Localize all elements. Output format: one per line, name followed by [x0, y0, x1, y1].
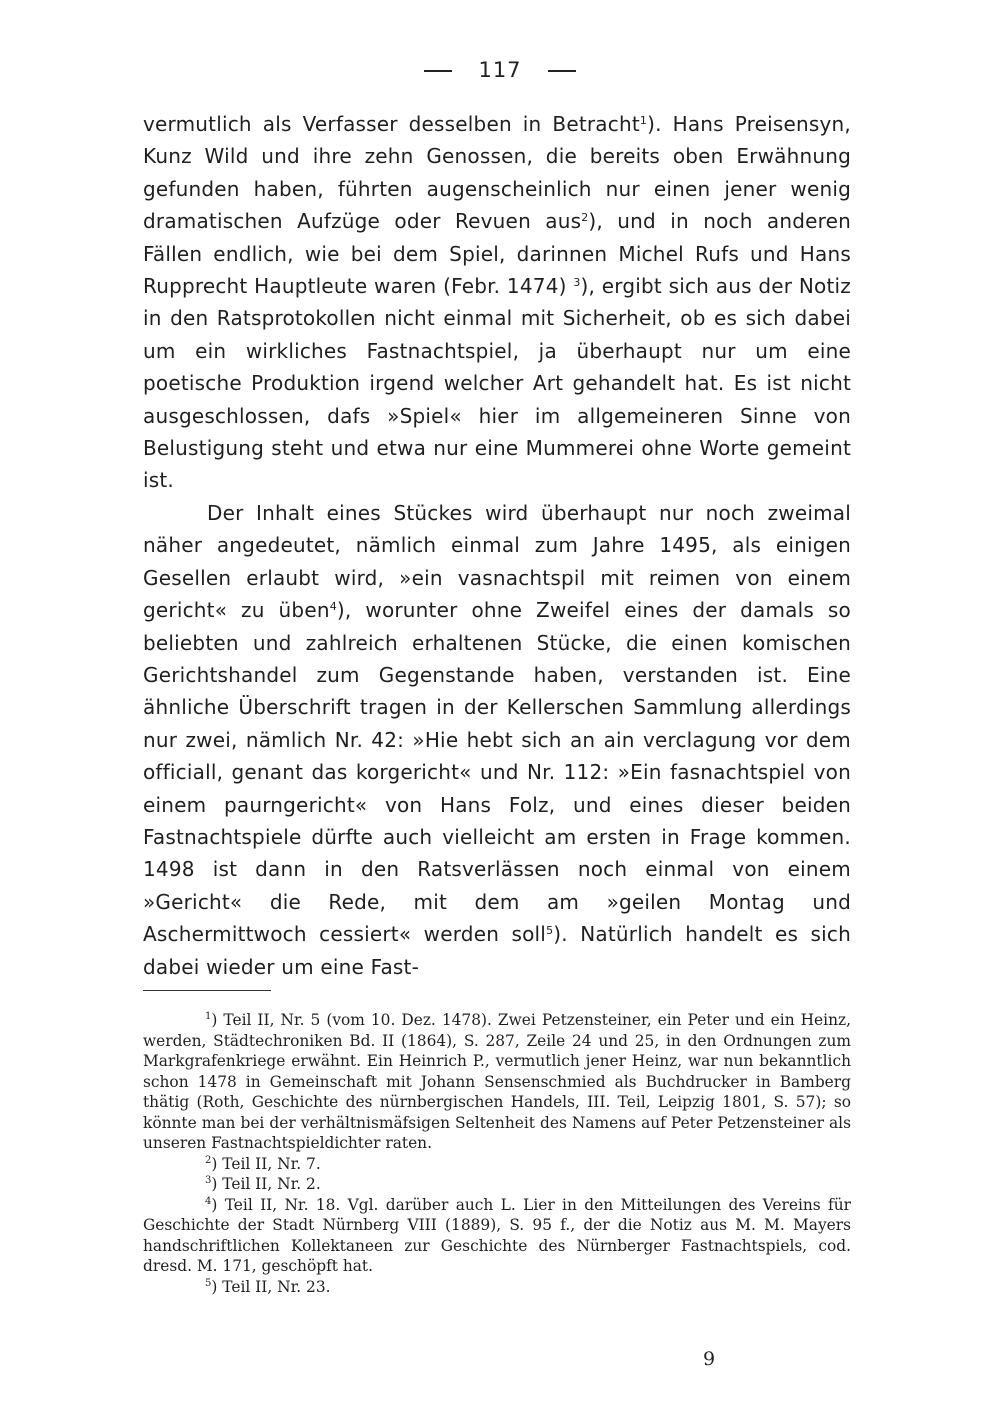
paragraph — [143, 108, 851, 497]
text-run: ). Natürlich handelt es sich dabei wieder um eine Fast- — [143, 922, 851, 979]
signature-mark: 9 — [703, 1348, 716, 1370]
header-dash-right — [548, 70, 576, 72]
text-run: ). Hans Preisensyn, Kunz Wild und ihre zehn Genossen, die bereits oben Erwähnung gefunden haben, führten augenscheinlich nur einen jener wenig dramatischen Aufzüge oder Revuen aus — [143, 112, 851, 234]
footnote-text: ) Teil II, Nr. 5 (vom 10. Dez. 1478). Zwei Petzensteiner, ein Peter und ein Heinz, werden, Städtechroniken Bd. II (1864), S. 287, Zeile 24 und 25, in den Ordnungen zum Markgrafenkriege erwähnt. Ein Heinrich P., vermutlich jener Heinz, war nun bekanntlich schon 1478 in Gemeinschaft mit Johann Sensenschmied als Buchdrucker in Bamberg thätig (Roth, Geschichte des nürnbergischen Handels, III. Teil, Leipzig 1801, S. 57); so könnte man bei der verhältnismäfsigen Seltenheit des Namens auf Peter Petzensteiner als unseren Fastnachtspieldichter raten. — [143, 1011, 851, 1152]
paragraph — [143, 497, 851, 983]
footnote-ref[interactable]: 2 — [581, 211, 589, 225]
main-text — [143, 108, 851, 983]
footnote-text: ) Teil II, Nr. 2. — [211, 1175, 321, 1193]
footnote — [143, 1154, 851, 1175]
page-header — [0, 58, 1000, 82]
footnotes — [143, 1010, 851, 1297]
footnote — [143, 1195, 851, 1277]
text-run: Der Inhalt eines Stückes wird überhaupt nur noch zweimal näher angedeutet, nämlich einmal zum Jahre 1495, als einigen Gesellen erlaubt wird, »ein vasnachtspil mit reimen von einem gericht« zu üben — [143, 500, 851, 623]
footnote — [143, 1277, 851, 1298]
text-run: ), ergibt sich aus der Notiz in den Ratsprotokollen nicht einmal mit Sicherheit, ob es sich dabei um ein wirkliches Fastnachtspiel, ja überhaupt nur um eine poetische Produktion irgend welcher Art gehandelt hat. Es ist nicht ausgeschlossen, dafs »Spiel« hier im allgemeineren Sinne von Belustigung steht und etwa nur eine Mummerei ohne Worte gemeint ist. — [143, 274, 851, 493]
footnote-ref[interactable]: 3 — [573, 276, 581, 290]
footnote-text: ) Teil II, Nr. 7. — [211, 1154, 321, 1173]
footnote-separator — [143, 990, 271, 991]
footnote-text: ) Teil II, Nr. 23. — [211, 1277, 331, 1296]
footnote-mark: 4 — [205, 1195, 212, 1207]
footnote-mark: 5 — [205, 1277, 212, 1289]
footnote-mark: 3 — [205, 1175, 212, 1186]
text-run: vermutlich als Verfasser desselben in Betracht — [143, 112, 640, 136]
header-dash-left — [424, 70, 452, 72]
footnote-ref[interactable]: 1 — [639, 114, 648, 127]
footnote-text: ) Teil II, Nr. 18. Vgl. darüber auch L. Lier in den Mitteilungen des Vereins für Geschichte der Stadt Nürnberg VIII (1889), S. 95 f., der die Notiz aus M. M. Mayers handschriftlichen Kollektaneen zur Geschichte des Nürnberger Fastnachtspiels, cod. dresd. M. 171, geschöpft hat. — [143, 1195, 851, 1275]
text-run: ), worunter ohne Zweifel eines der damals so beliebten und zahlreich erhaltenen Stücke, die einen komischen Gerichtshandel zum Gegenstande haben, verstanden ist. Eine ähnliche Überschrift tragen in der Kellerschen Sammlung allerdings nur zwei, nämlich Nr. 42: »Hie hebt sich an ain verclagung vor dem officiall, genant das korgericht« und Nr. 112: »Ein fasnachtspiel von einem paurngericht« von Hans Folz, und eines dieser beiden Fastnachtspiele dürfte auch vielleicht am ersten in Frage kommen. 1498 ist dann in den Ratsverlässen noch einmal von einem »Gericht« die Rede, mit dem am »geilen Montag und Aschermittwoch cessiert« werden soll — [143, 598, 851, 947]
text-run: ), und in noch anderen Fällen endlich, wie bei dem Spiel, darinnen Michel Rufs und Hans Rupprecht Hauptleute waren (Febr. 1474) — [143, 209, 851, 299]
footnote — [143, 1174, 851, 1195]
footnote-ref[interactable]: 4 — [329, 600, 337, 614]
page-number: 117 — [478, 58, 522, 82]
footnote-mark: 2 — [205, 1154, 212, 1166]
footnote-mark: 1 — [205, 1011, 212, 1022]
footnote-ref[interactable]: 5 — [546, 924, 554, 938]
footnote — [143, 1010, 851, 1154]
